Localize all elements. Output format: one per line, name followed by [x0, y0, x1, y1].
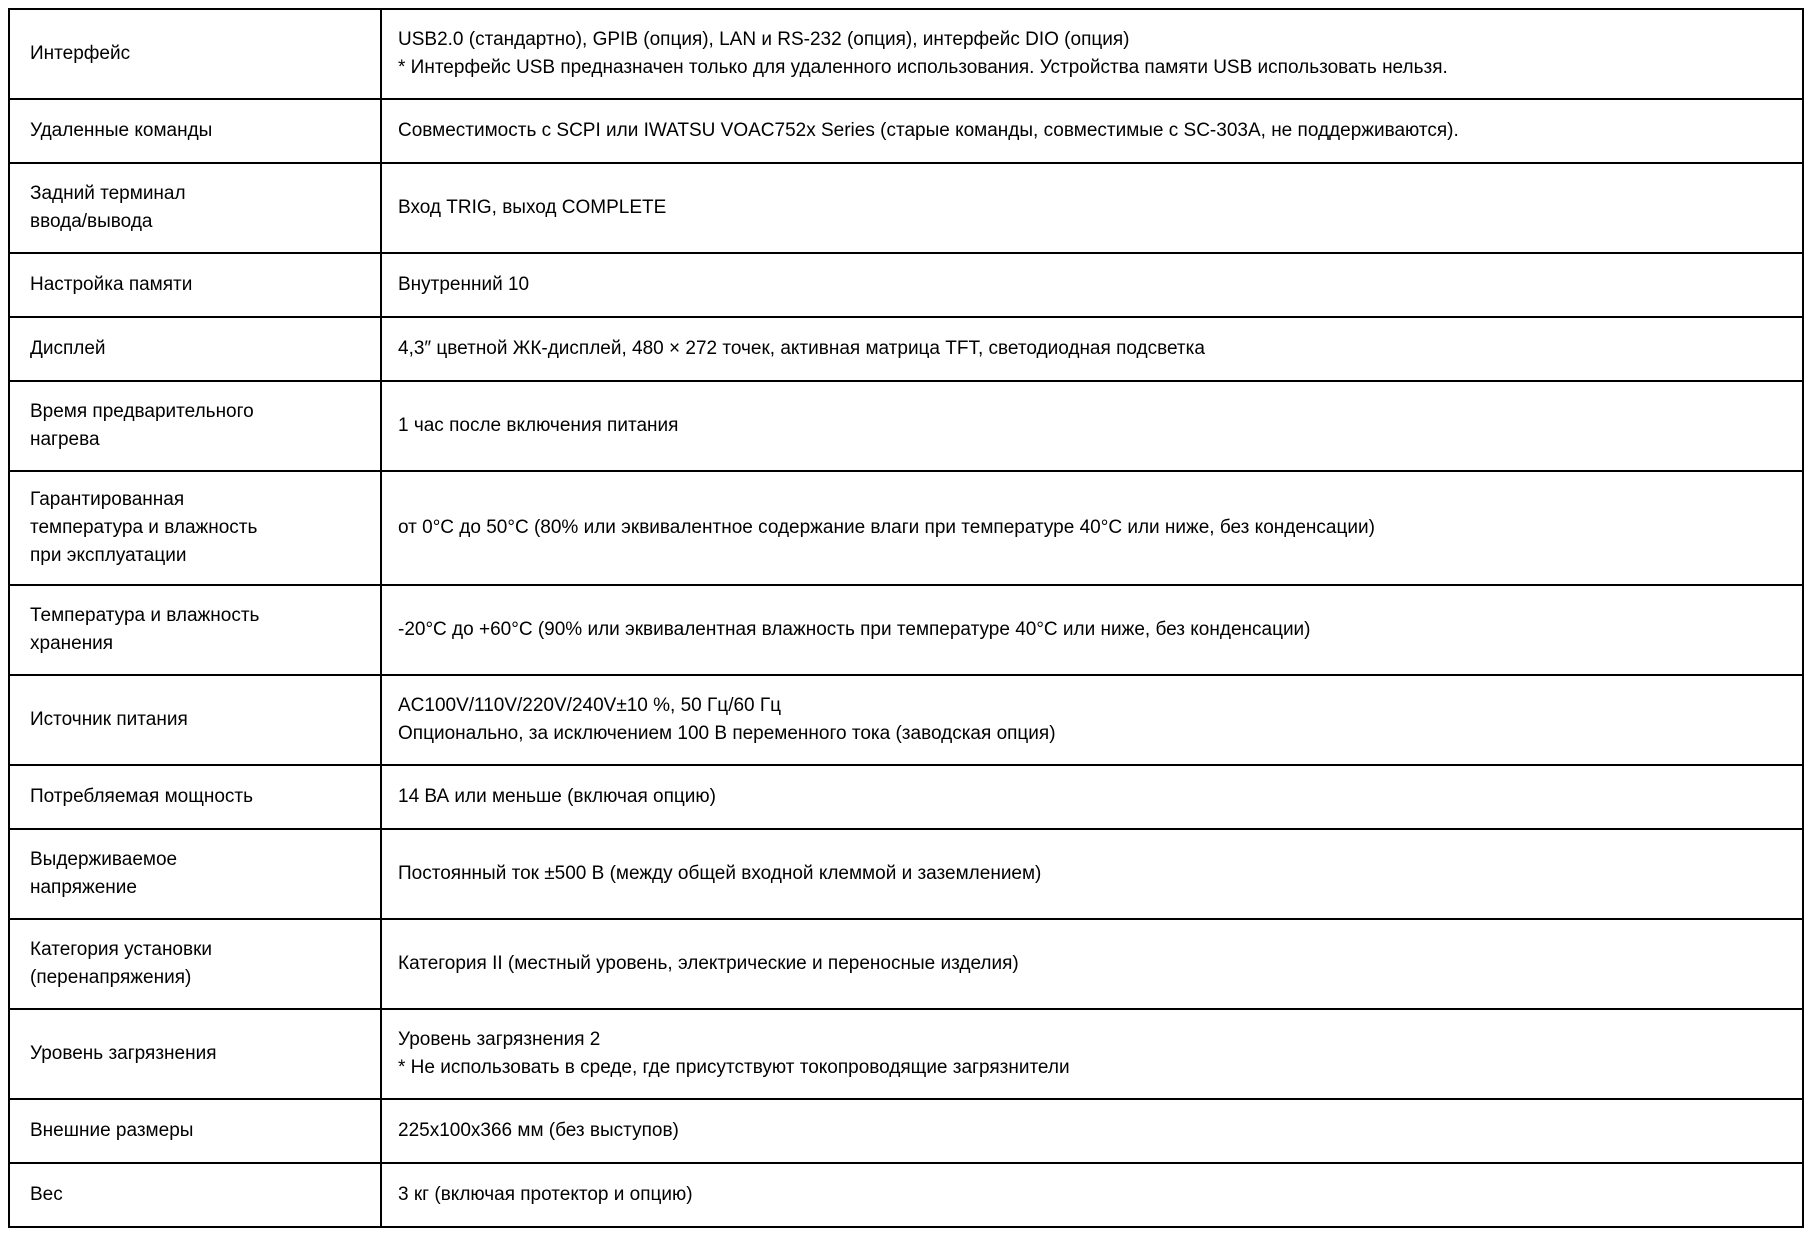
spec-value [381, 317, 1803, 381]
table-row [9, 765, 1803, 829]
spec-value [381, 381, 1803, 471]
spec-value-line: 3 кг (включая протектор и опцию) [398, 1184, 693, 1205]
spec-label-line: Категория установки [30, 939, 213, 960]
spec-label-line: при эксплуатации [30, 545, 187, 566]
spec-label [9, 829, 381, 919]
spec-value-line: USB2.0 (стандартно), GPIB (опция), LAN и RS-232 (опция), интерфейс DIO (опция) [398, 29, 1130, 50]
spec-label-line: Внешние размеры [30, 1120, 194, 1141]
spec-label [9, 1163, 381, 1227]
spec-value-line: от 0°C до 50°C (80% или эквивалентное содержание влаги при температуре 40°C или ниже, без конденсации) [398, 517, 1375, 538]
spec-label [9, 9, 381, 99]
spec-value-line: Внутренний 10 [398, 274, 530, 295]
table-row [9, 1009, 1803, 1099]
spec-label-line: Задний терминал [30, 183, 186, 204]
spec-label [9, 919, 381, 1009]
spec-value-line: Постоянный ток ±500 В (между общей входной клеммой и заземлением) [398, 863, 1042, 884]
spec-value-line: Опционально, за исключением 100 В переменного тока (заводская опция) [398, 723, 1056, 744]
spec-label-line: Вес [30, 1184, 63, 1205]
spec-value [381, 919, 1803, 1009]
spec-value-line: * Интерфейс USB предназначен только для удаленного использования. Устройства памяти USB использовать нельзя. [398, 57, 1448, 78]
spec-value [381, 163, 1803, 253]
spec-label-line: Время предварительного [30, 401, 254, 422]
table-row [9, 829, 1803, 919]
spec-value-line: 225x100x366 мм (без выступов) [398, 1120, 679, 1141]
spec-value [381, 765, 1803, 829]
spec-label [9, 765, 381, 829]
spec-label-line: Дисплей [30, 338, 106, 359]
table-row [9, 919, 1803, 1009]
table-row [9, 99, 1803, 163]
spec-value-line: Вход TRIG, выход COMPLETE [398, 197, 667, 218]
spec-label-line: Уровень загрязнения [30, 1043, 217, 1064]
spec-label-line: хранения [30, 633, 114, 654]
spec-label [9, 99, 381, 163]
spec-label-line: напряжение [30, 877, 137, 898]
table-row [9, 585, 1803, 675]
spec-label-line: Источник питания [30, 709, 188, 730]
spec-value-line: AC100V/110V/220V/240V±10 %, 50 Гц/60 Гц [398, 695, 782, 716]
table-row [9, 675, 1803, 765]
spec-label-line: Потребляемая мощность [30, 786, 254, 807]
spec-label-line: Температура и влажность [30, 605, 260, 626]
spec-table-body [9, 9, 1803, 1227]
spec-value [381, 1099, 1803, 1163]
spec-value [381, 1009, 1803, 1099]
spec-table [8, 8, 1804, 1228]
spec-label [9, 317, 381, 381]
spec-value-line: 14 ВА или меньше (включая опцию) [398, 786, 716, 807]
spec-label-line: температура и влажность [30, 517, 258, 538]
spec-label-line: ввода/вывода [30, 211, 153, 232]
spec-label-line: Удаленные команды [30, 120, 213, 141]
table-row [9, 253, 1803, 317]
spec-value [381, 471, 1803, 585]
table-row [9, 1099, 1803, 1163]
spec-value-line: Уровень загрязнения 2 [398, 1029, 601, 1050]
spec-label [9, 1099, 381, 1163]
spec-label [9, 471, 381, 585]
table-row [9, 381, 1803, 471]
table-row [9, 9, 1803, 99]
spec-value [381, 253, 1803, 317]
spec-value-line: Категория II (местный уровень, электрические и переносные изделия) [398, 953, 1019, 974]
table-row [9, 163, 1803, 253]
spec-value [381, 1163, 1803, 1227]
spec-label-line: Настройка памяти [30, 274, 193, 295]
spec-value-line: Совместимость с SCPI или IWATSU VOAC752x Series (старые команды, совместимые с SC-303A, не поддерживаются). [398, 120, 1459, 141]
spec-label [9, 253, 381, 317]
spec-value [381, 585, 1803, 675]
spec-value [381, 829, 1803, 919]
spec-value-line: * Не использовать в среде, где присутствуют токопроводящие загрязнители [398, 1057, 1070, 1078]
spec-label [9, 1009, 381, 1099]
spec-value-line: -20°C до +60°C (90% или эквивалентная влажность при температуре 40°C или ниже, без конденсации) [398, 619, 1311, 640]
spec-label [9, 381, 381, 471]
spec-value [381, 675, 1803, 765]
spec-value-line: 1 час после включения питания [398, 415, 679, 436]
table-row [9, 1163, 1803, 1227]
table-row [9, 317, 1803, 381]
spec-label-line: нагрева [30, 429, 100, 450]
spec-label-line: Интерфейс [30, 43, 131, 64]
spec-value [381, 99, 1803, 163]
table-row [9, 471, 1803, 585]
spec-label-line: Выдерживаемое [30, 849, 178, 870]
spec-value [381, 9, 1803, 99]
spec-label [9, 163, 381, 253]
spec-label-line: Гарантированная [30, 489, 185, 510]
spec-value-line: 4,3″ цветной ЖК-дисплей, 480 × 272 точек, активная матрица TFT, светодиодная подсветка [398, 338, 1205, 359]
spec-label [9, 585, 381, 675]
spec-label [9, 675, 381, 765]
spec-label-line: (перенапряжения) [30, 967, 192, 988]
